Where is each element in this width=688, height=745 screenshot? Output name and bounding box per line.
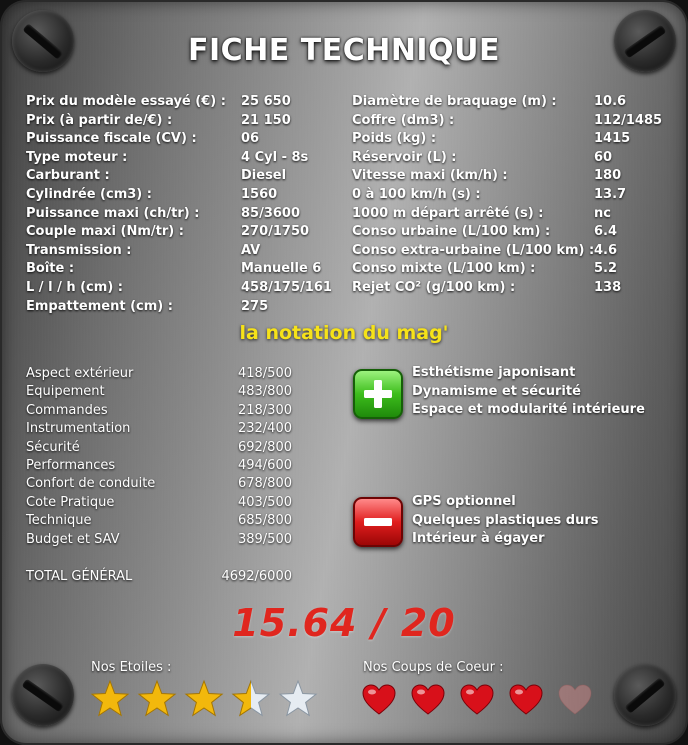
spec-label: Puissance fiscale (CV) : [26,131,197,147]
score-label: Confort de conduite [26,476,156,492]
spec-label: Conso mixte (L/100 km) : [352,261,536,277]
score-value: 418/500 [237,366,292,381]
score-value: 389/500 [237,531,292,547]
score-value: 232/400 [237,421,292,437]
screw-icon [614,664,676,726]
plus-point: Esthétisme japonisant [412,365,576,380]
hearts-label: Nos Coups de Coeur : [363,660,504,675]
spec-value: 4.6 [594,242,618,258]
star-icon [231,679,271,719]
spec-value: 5.2 [594,261,618,277]
plus-point: Espace et modularité intérieure [412,402,645,418]
spec-label: Coffre (dm3) : [352,112,455,128]
spec-label: Vitesse maxi (km/h) : [352,168,508,184]
spec-value: AV [241,242,261,258]
score-label: Technique [26,513,92,529]
star-icon [137,679,177,719]
spec-label: Conso urbaine (L/100 km) : [352,224,551,240]
spec-value: 1560 [241,187,278,202]
spec-value: Manuelle 6 [241,261,322,277]
final-score: 15.64 / 20 [232,601,456,645]
score-value: 685/800 [237,513,292,529]
spec-value: 4 Cyl - 8s [241,149,309,165]
score-label: Aspect extérieur [26,366,134,381]
spec-value: 85/3600 [241,205,301,221]
star-icon [184,679,224,719]
spec-value: 13.7 [594,187,627,202]
screw-icon [12,664,74,726]
star-icon [90,679,130,719]
score-value: 483/800 [237,384,292,400]
spec-label: 0 à 100 km/h (s) : [352,187,481,202]
total-value: 4692/6000 [221,569,292,584]
stars-label: Nos Etoiles : [91,660,172,675]
heart-icon [459,682,495,718]
spec-value: Diesel [241,168,287,184]
spec-value: 60 [594,149,613,165]
spec-label: Prix (à partir de/€) : [26,112,173,128]
plus-badge-icon [353,369,403,419]
spec-value: 138 [594,280,622,295]
minus-point: Quelques plastiques durs [412,512,599,528]
total-label: TOTAL GÉNÉRAL [26,569,133,584]
spec-value: 25 650 [241,94,291,109]
spec-value: 270/1750 [241,224,310,240]
plus-point: Dynamisme et sécurité [412,383,581,399]
spec-label: Couple maxi (Nm/tr) : [26,224,184,240]
spec-value: 180 [594,168,622,184]
spec-label: Transmission : [26,242,132,258]
score-label: Sécurité [26,439,80,455]
score-label: Commandes [26,402,108,418]
heart-icon [361,682,397,718]
heart-icon [557,682,593,718]
spec-label: Conso extra-urbaine (L/100 km) : [352,242,595,258]
spec-label: Rejet CO² (g/100 km) : [352,280,516,295]
score-label: Performances [26,458,116,473]
star-icon [278,679,318,719]
score-value: 218/300 [237,402,292,418]
spec-label: Type moteur : [26,149,128,165]
spec-value: 6.4 [594,224,618,240]
spec-value: nc [594,205,611,221]
spec-label: Carburant : [26,168,110,184]
score-value: 678/800 [237,476,292,492]
spec-label: Empattement (cm) : [26,298,173,314]
score-label: Equipement [26,384,105,400]
spec-label: Cylindrée (cm3) : [26,187,152,202]
spec-label: Diamètre de braquage (m) : [352,94,557,109]
score-label: Instrumentation [26,421,131,437]
score-label: Budget et SAV [26,531,120,547]
score-value: 403/500 [237,494,292,510]
spec-value: 275 [241,298,269,314]
spec-label: Prix du modèle essayé (€) : [26,94,226,109]
spec-value: 21 150 [241,112,291,128]
minus-point: Intérieur à égayer [412,531,545,547]
spec-value: 112/1485 [594,112,663,128]
spec-value: 1415 [594,131,631,147]
spec-value: 06 [241,131,260,147]
notation-title: la notation du mag' [239,322,449,344]
spec-label: Poids (kg) : [352,131,437,147]
score-value: 494/600 [237,458,292,473]
spec-label: L / l / h (cm) : [26,280,123,295]
heart-icon [410,682,446,718]
spec-label: Puissance maxi (ch/tr) : [26,205,200,221]
score-value: 692/800 [237,439,292,455]
spec-label: Réservoir (L) : [352,149,457,165]
score-label: Cote Pratique [26,494,115,510]
heart-icon [508,682,544,718]
spec-value: 458/175/161 [241,280,332,295]
minus-point: GPS optionnel [412,494,516,509]
spec-value: 10.6 [594,94,627,109]
page-title: FICHE TECHNIQUE [188,33,500,68]
spec-label: Boîte : [26,261,75,277]
spec-label: 1000 m départ arrêté (s) : [352,205,544,221]
minus-badge-icon [353,497,403,547]
